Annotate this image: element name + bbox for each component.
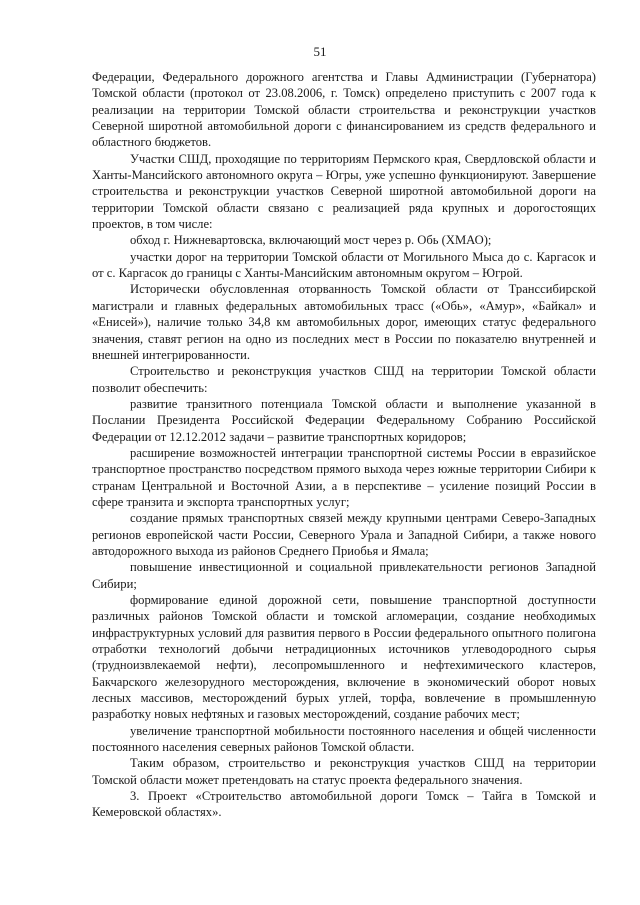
list-item: расширение возможностей интеграции транспортной системы России в евразийское транспортное пространство посредством прямого выхода через южные территории Сибири к странам Центральной и Восточной Азии, а в перспективе – усиление позиций России в сфере транзита и экспорта транспортных услуг;: [92, 445, 596, 509]
paragraph: Федерации, Федерального дорожного агентства и Главы Администрации (Губернатора) Томской области (протокол от 23.08.2006, г. Томск) определено приступить с 2007 года к реализации на территории Томской области строительства и реконструкции участков Северной широтной автомобильной дороги с финансированием из средств федерального и областного бюджетов.: [92, 70, 596, 150]
list-item: формирование единой дорожной сети, повышение транспортной доступности различных районов Томской области и томской агломерации, создание необходимых инфраструктурных условий для развития первого в России федерального опытного полигона отработки технологий добычи нетрадиционных источников углеводородного сырья (трудноизвлекаемой нефти), лесопромышленного и нефтехимического кластеров, Бакчарского железорудного месторождения, включение в экономический оборот новых лесных массивов, месторождений бурых углей, торфа, вовлечение в промышленную разработку новых нефтяных и газовых месторождений, создание рабочих мест;: [92, 593, 596, 722]
list-item: создание прямых транспортных связей между крупными центрами Северо-Западных регионов европейской части России, Северного Урала и Западной Сибири, а также нового автодорожного выхода из районов Среднего Приобья и Ямала;: [92, 511, 596, 558]
list-item: повышение инвестиционной и социальной привлекательности регионов Западной Сибири;: [92, 560, 596, 591]
body-text: [92, 69, 596, 821]
paragraph: 3. Проект «Строительство автомобильной дороги Томск – Тайга в Томской и Кемеровской областях».: [92, 789, 596, 820]
list-item: увеличение транспортной мобильности постоянного населения и общей численности постоянного населения северных районов Томской области.: [92, 723, 596, 755]
list-item: обход г. Нижневартовска, включающий мост через р. Обь (ХМАО);: [130, 233, 492, 248]
paragraph: Таким образом, строительство и реконструкция участков СШД на территории Томской области может претендовать на статус проекта федерального значения.: [92, 756, 596, 787]
page-number: 51: [313, 44, 327, 59]
list-item: развитие транзитного потенциала Томской области и выполнение указанной в Послании Президента Российской Федерации Федеральному Собранию Российской Федерации от 12.12.2012 задачи – развитие транспортных коридоров;: [92, 396, 596, 444]
paragraph: Исторически обусловленная оторванность Томской области от Транссибирской магистрали и главных федеральных автомобильных трасс («Обь», «Амур», «Байкал» и «Енисей»), наличие только 34,8 км автомобильных дорог, имеющих статус федерального значения, ставят регион на одно из последних мест в России по показателю внутренней и внешней интегрированности.: [92, 282, 596, 362]
paragraph: Строительство и реконструкция участков СШД на территории Томской области позволит обеспечить:: [92, 364, 596, 395]
paragraph: Участки СШД, проходящие по территориям Пермского края, Свердловской области и Ханты-Мансийского автономного округа – Югры, уже успешно функционируют. Завершение строительства и реконструкции участков Северной широтной автомобильной дороги на территории Томской области связано с реализацией ряда крупных и дорогостоящих проектов, в том числе:: [92, 151, 596, 232]
list-item: участки дорог на территории Томской области от Могильного Мыса до с. Каргасок и от с. Каргасок до границы с Ханты-Мансийским автономным округом – Югрой.: [92, 249, 596, 281]
